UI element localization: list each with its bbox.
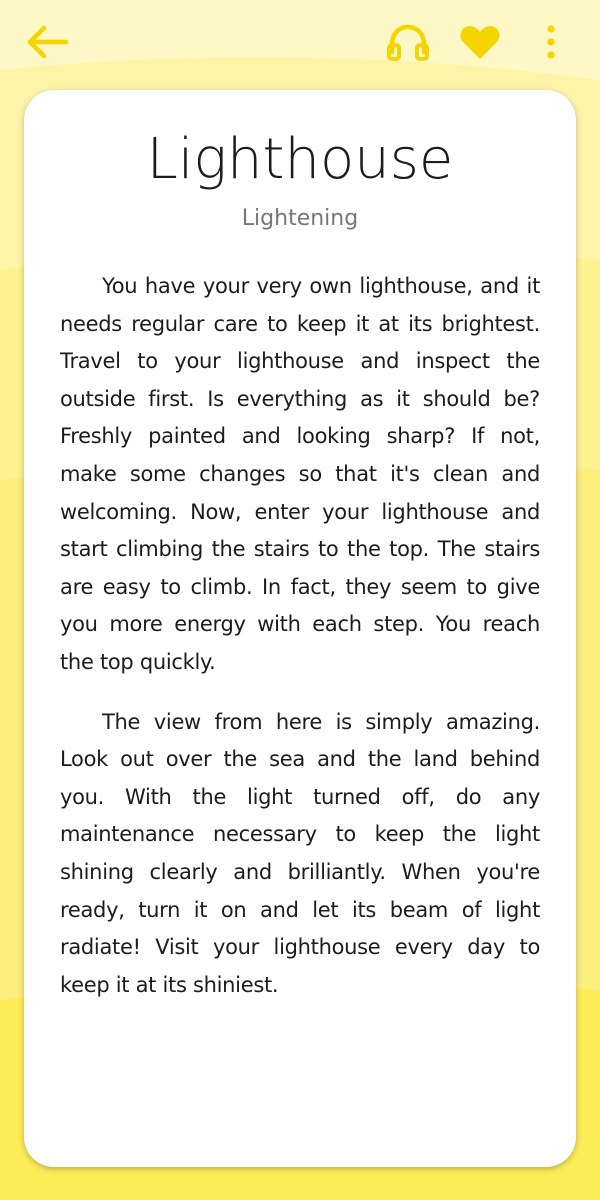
more-vertical-icon [536, 20, 566, 64]
top-bar [0, 0, 600, 90]
favorite-button[interactable] [458, 22, 502, 62]
more-options-button[interactable] [536, 20, 566, 64]
story-title: Lighthouse [146, 127, 454, 192]
heart-icon [458, 22, 502, 62]
arrow-left-icon [22, 20, 74, 64]
story-category: Lightening [241, 206, 359, 231]
story-paragraph-1: You have your very own lighthouse, and it needs regular care to keep it at its brightest. Travel to your lighthouse and inspect the outside first. Is everything as it should be? Freshly painted and looking sharp? If not, make some changes so that it's clean and welcoming. Now, enter your lighthouse and start climbing the stairs to the top. The stairs are easy to climb. In fact, they seem to give you more energy with each step. You reach the top quickly. [60, 274, 540, 674]
story-paragraph-2: The view from here is simply amazing. Look out over the sea and the land behind you. With the light turned off, do any maintenance necessary to keep the light shining clearly and brilliantly. When you're ready, turn it on and let its beam of light radiate! Visit your lighthouse every day to keep it at its shiniest. [60, 709, 540, 997]
audio-button[interactable] [386, 22, 430, 62]
story-card [24, 90, 576, 1167]
headphones-icon [386, 22, 430, 62]
back-button[interactable] [22, 20, 74, 64]
